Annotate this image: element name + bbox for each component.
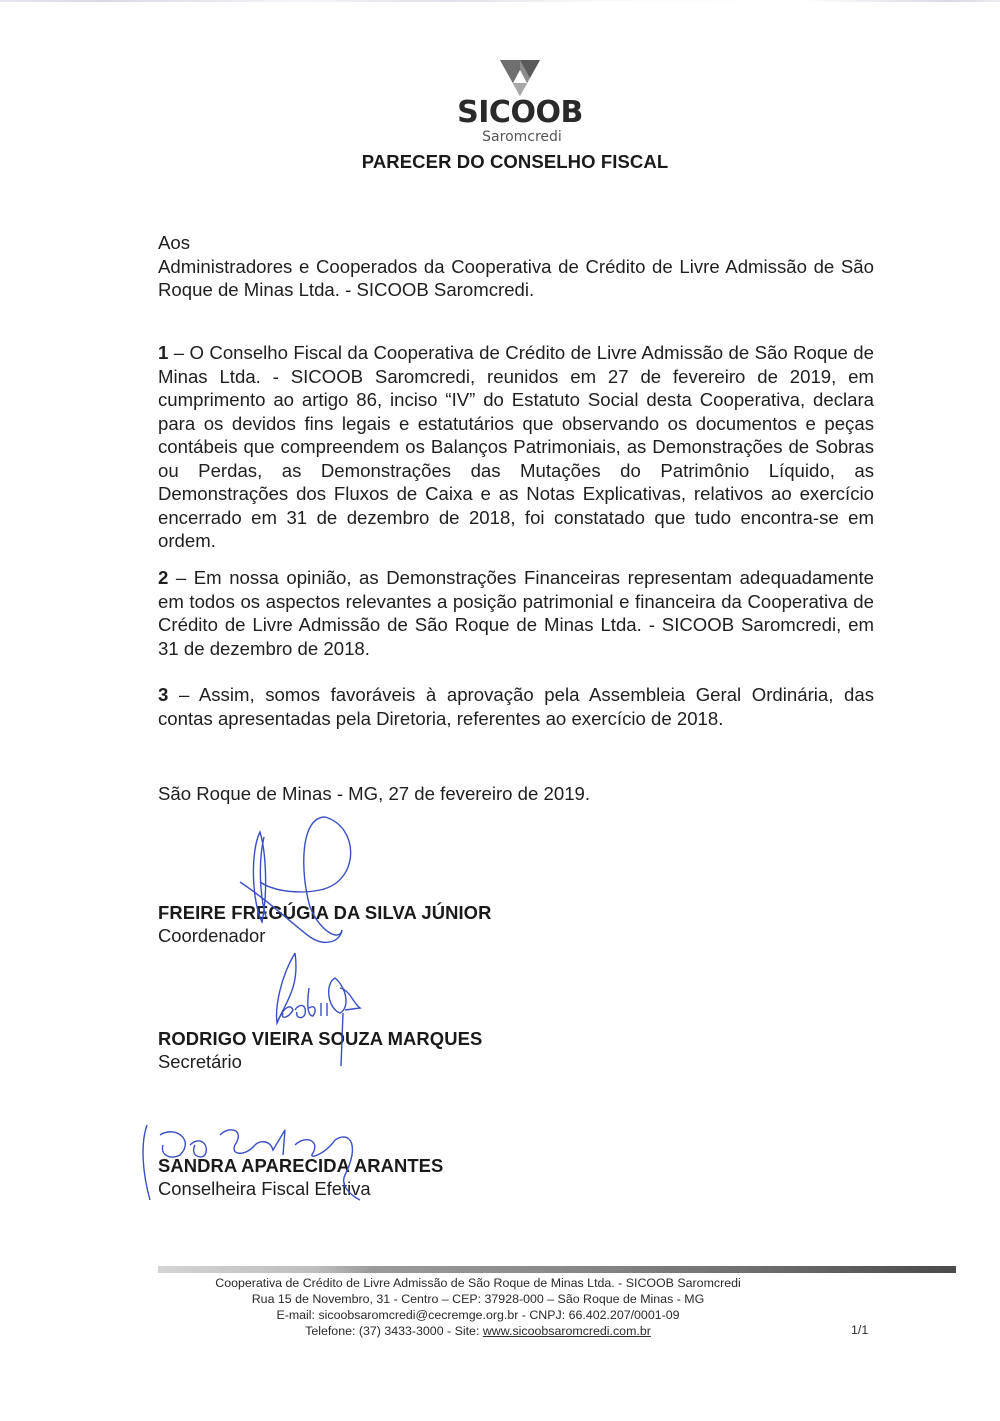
footer-address xyxy=(158,1275,798,1339)
paragraph-1 xyxy=(158,341,874,553)
signatory-coordenador xyxy=(158,901,491,947)
signatory-name: FREIRE FREGÚGIA DA SILVA JÚNIOR xyxy=(158,902,492,923)
paragraph-3 xyxy=(158,683,874,730)
paragraph-text: – Em nossa opinião, as Demonstrações Financeiras representam adequadamente em todos os aspectos relevantes a posição patrimonial e financeira da Cooperativa de Crédito de Livre Admissão de São Roque de Minas Ltda. - SICOOB Saromcredi, em 31 de dezembro de 2018. xyxy=(158,567,874,659)
signatory-secretario xyxy=(158,1027,482,1073)
signatory-conselheira xyxy=(158,1154,443,1200)
logo-wordmark: SICOOB xyxy=(457,95,583,130)
footer-line-3: E-mail: sicoobsaromcredi@cecremge.org.br - CNPJ: 66.402.207/0001-09 xyxy=(276,1308,680,1322)
sicoob-triangle-logo-icon xyxy=(498,58,542,98)
signatory-role: Conselheira Fiscal Efetiva xyxy=(158,1178,371,1199)
paragraph-text: – Assim, somos favoráveis à aprovação pela Assembleia Geral Ordinária, das contas apresentadas pela Diretoria, referentes ao exercício de 2018. xyxy=(158,684,874,729)
paragraph-2 xyxy=(158,566,874,660)
salutation xyxy=(158,231,874,302)
document-title: PARECER DO CONSELHO FISCAL xyxy=(361,151,669,172)
footer-site-link[interactable]: www.sicoobsaromcredi.com.br xyxy=(482,1324,651,1338)
footer-line-2: Rua 15 de Novembro, 31 - Centro – CEP: 37928-000 – São Roque de Minas - MG xyxy=(251,1292,705,1306)
footer-line-4 xyxy=(158,1323,798,1339)
salutation-line-1: Aos xyxy=(158,232,191,253)
signatory-name: RODRIGO VIEIRA SOUZA MARQUES xyxy=(158,1028,483,1049)
signatory-name: SANDRA APARECIDA ARANTES xyxy=(158,1155,444,1176)
page-number: 1/1 xyxy=(851,1323,869,1337)
place-and-date: São Roque de Minas - MG, 27 de fevereiro de 2019. xyxy=(158,783,591,804)
salutation-line-2: Administradores e Cooperados da Cooperativa de Crédito de Livre Admissão de São Roque de Minas Ltda. - SICOOB Saromcredi. xyxy=(158,255,874,300)
footer-line-1: Cooperativa de Crédito de Livre Admissão de São Roque de Minas Ltda. - SICOOB Saromcredi xyxy=(215,1276,741,1290)
logo-subtitle: Saromcredi xyxy=(482,129,562,145)
paragraph-number: 3 xyxy=(158,684,169,705)
footer-divider-bar xyxy=(158,1266,956,1273)
scan-top-edge xyxy=(0,0,1000,2)
paragraph-text: – O Conselho Fiscal da Cooperativa de Crédito de Livre Admissão de São Roque de Minas Ltda. - SICOOB Saromcredi, reunidos em 27 de fevereiro de 2019, em cumprimento ao artigo 86, inciso “IV” do Estatuto Social desta Cooperativa, declara para os devidos fins legais e estatutários que observando os documentos e peças contábeis que compreendem os Balanços Patrimoniais, as Demonstrações de Sobras ou Perdas, as Demonstrações das Mutações do Patrimônio Líquido, as Demonstrações dos Fluxos de Caixa e as Notas Explicativas, relativos ao exercício encerrado em 31 de dezembro de 2018, foi constatado que tudo encontra-se em ordem. xyxy=(158,342,874,551)
signatory-role: Secretário xyxy=(158,1051,242,1072)
footer-phone: Telefone: (37) 3433-3000 - Site: xyxy=(305,1324,483,1338)
paragraph-number: 2 xyxy=(158,567,169,588)
signatory-role: Coordenador xyxy=(158,925,266,946)
paragraph-number: 1 xyxy=(158,342,169,363)
